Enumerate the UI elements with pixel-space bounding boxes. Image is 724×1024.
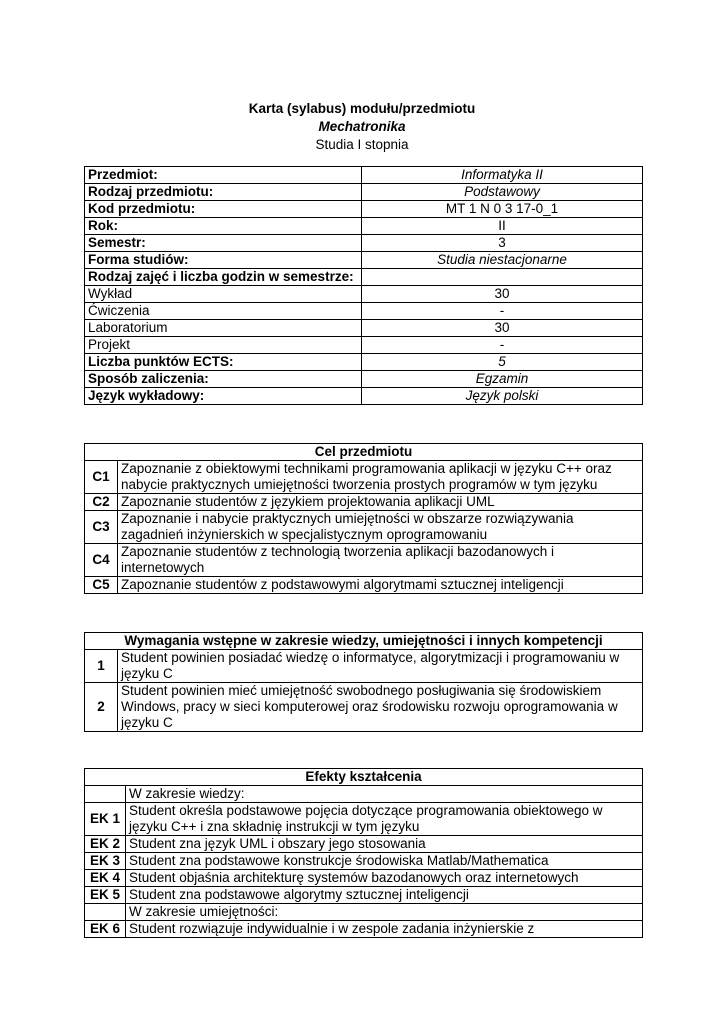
requirement-number: 2 (85, 683, 118, 732)
goal-code: C1 (85, 461, 118, 494)
goal-text: Zapoznanie z obiektowymi technikami programowania aplikacji w języku C++ oraz nabycie praktycznych umiejętności tworzenia prostych programów w tym języku (118, 461, 643, 494)
info-value: II (362, 218, 643, 235)
info-row (85, 218, 643, 235)
info-value: 30 (362, 320, 643, 337)
info-label: Semestr: (85, 235, 362, 252)
course-info-table (84, 166, 643, 405)
table-row (85, 921, 643, 938)
info-label: Wykład (85, 286, 362, 303)
info-label: Kod przedmiotu: (85, 201, 362, 218)
info-row (85, 235, 643, 252)
outcome-text: Student objaśnia architekturę systemów bazodanowych oraz internetowych (126, 870, 643, 887)
table-row (85, 904, 643, 921)
info-value: - (362, 337, 643, 354)
info-row (85, 167, 643, 184)
table-row (85, 494, 643, 511)
table-row (85, 511, 643, 544)
table-row (85, 461, 643, 494)
info-value: Egzamin (362, 371, 643, 388)
document-header (0, 100, 724, 154)
info-value: 3 (362, 235, 643, 252)
outcome-code: EK 2 (85, 836, 126, 853)
table-row (85, 577, 643, 594)
info-label: Przedmiot: (85, 167, 362, 184)
goal-text: Zapoznanie studentów z językiem projektowania aplikacji UML (118, 494, 643, 511)
outcome-text: W zakresie umiejętności: (126, 904, 643, 921)
outcome-text: Student zna podstawowe konstrukcje środowiska Matlab/Mathematica (126, 853, 643, 870)
requirement-text: Student powinien mieć umiejętność swobodnego posługiwania się środowiskiem Windows, pracy w sieci komputerowej oraz środowisku rozwoju oprogramowania w języku C (118, 683, 643, 732)
outcome-code (85, 786, 126, 803)
outcome-code: EK 4 (85, 870, 126, 887)
outcome-code: EK 1 (85, 803, 126, 836)
requirement-text: Student powinien posiadać wiedzę o informatyce, algorytmizacji i programowaniu w języku C (118, 650, 643, 683)
info-value: 5 (362, 354, 643, 371)
goal-code: C2 (85, 494, 118, 511)
info-row (85, 354, 643, 371)
info-row (85, 252, 643, 269)
info-label: Rok: (85, 218, 362, 235)
info-row (85, 371, 643, 388)
outcome-text: Student określa podstawowe pojęcia dotyczące programowania obiektowego w języku C++ i zna składnię instrukcji w tym języku (126, 803, 643, 836)
info-row (85, 337, 643, 354)
course-goals-table (84, 443, 643, 594)
requirement-number: 1 (85, 650, 118, 683)
outcome-code: EK 5 (85, 887, 126, 904)
study-level: Studia I stopnia (315, 137, 409, 152)
field-of-study: Mechatronika (318, 119, 406, 134)
goals-heading: Cel przedmiotu (85, 444, 643, 461)
prerequisites-heading: Wymagania wstępne w zakresie wiedzy, umiejętności i innych kompetencji (85, 633, 643, 650)
document-title: Karta (sylabus) modułu/przedmiotu (248, 101, 476, 116)
info-value: MT 1 N 0 3 17-0_1 (362, 201, 643, 218)
table-row (85, 870, 643, 887)
table-row (85, 853, 643, 870)
info-row (85, 201, 643, 218)
info-label: Sposób zaliczenia: (85, 371, 362, 388)
goal-text: Zapoznanie i nabycie praktycznych umiejętności w obszarze rozwiązywania zagadnień inżynierskich w specjalistycznym oprogramowaniu (118, 511, 643, 544)
table-row (85, 836, 643, 853)
info-value: Podstawowy (362, 184, 643, 201)
goal-text: Zapoznanie studentów z technologią tworzenia aplikacji bazodanowych i internetowych (118, 544, 643, 577)
info-value: Informatyka II (362, 167, 643, 184)
info-row (85, 320, 643, 337)
info-label: Forma studiów: (85, 252, 362, 269)
outcome-code (85, 904, 126, 921)
info-label: Liczba punktów ECTS: (85, 354, 362, 371)
info-row (85, 184, 643, 201)
goal-code: C5 (85, 577, 118, 594)
info-value: 30 (362, 286, 643, 303)
learning-outcomes-table (84, 768, 643, 938)
info-row (85, 286, 643, 303)
goal-code: C4 (85, 544, 118, 577)
info-value: Studia niestacjonarne (362, 252, 643, 269)
info-label: Język wykładowy: (85, 388, 362, 405)
goal-text: Zapoznanie studentów z podstawowymi algorytmami sztucznej inteligencji (118, 577, 643, 594)
info-row (85, 269, 643, 286)
info-row (85, 388, 643, 405)
info-label: Ćwiczenia (85, 303, 362, 320)
outcome-text: Student rozwiązuje indywidualnie i w zespole zadania inżynierskie z (126, 921, 643, 938)
table-row (85, 683, 643, 732)
table-row (85, 650, 643, 683)
table-row (85, 887, 643, 904)
outcome-code: EK 3 (85, 853, 126, 870)
info-row (85, 303, 643, 320)
table-row (85, 544, 643, 577)
info-label: Projekt (85, 337, 362, 354)
outcomes-heading: Efekty kształcenia (85, 769, 643, 786)
info-label: Laboratorium (85, 320, 362, 337)
prerequisites-table (84, 632, 643, 732)
outcome-text: Student zna podstawowe algorytmy sztucznej inteligencji (126, 887, 643, 904)
outcome-text: W zakresie wiedzy: (126, 786, 643, 803)
outcome-text: Student zna język UML i obszary jego stosowania (126, 836, 643, 853)
info-value (362, 269, 643, 286)
info-value: - (362, 303, 643, 320)
table-row (85, 786, 643, 803)
info-label: Rodzaj zajęć i liczba godzin w semestrze: (85, 269, 362, 286)
info-label: Rodzaj przedmiotu: (85, 184, 362, 201)
goal-code: C3 (85, 511, 118, 544)
info-value: Język polski (362, 388, 643, 405)
table-row (85, 803, 643, 836)
outcome-code: EK 6 (85, 921, 126, 938)
